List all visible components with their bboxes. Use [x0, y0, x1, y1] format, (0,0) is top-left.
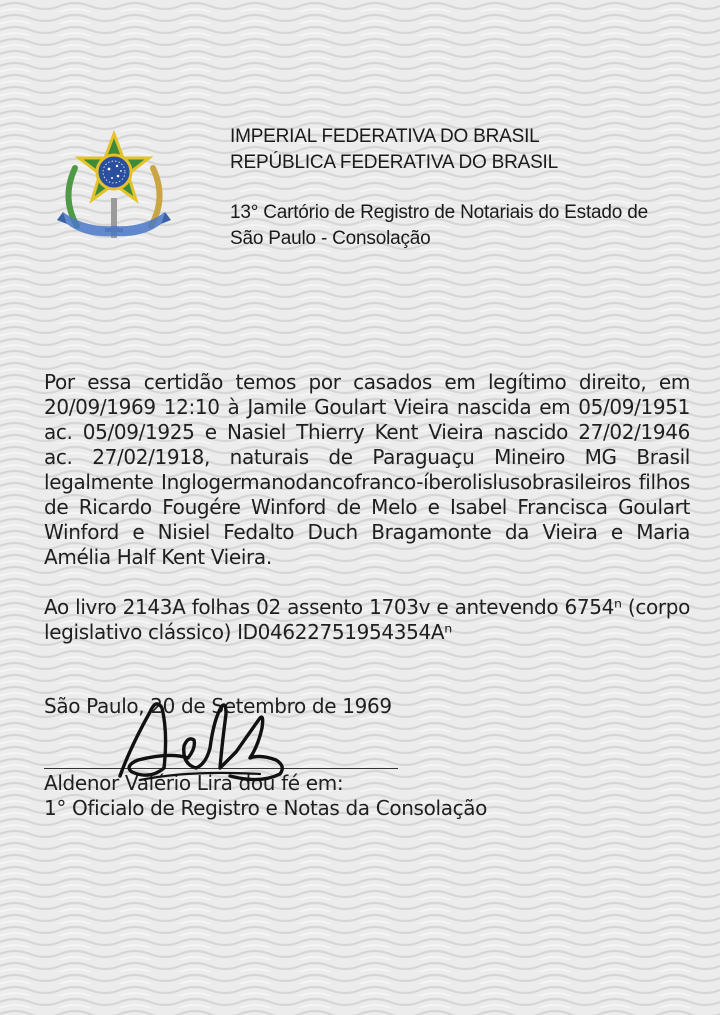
brazil-coat-of-arms-icon [55, 128, 173, 248]
place-and-date: São Paulo, 20 de Setembro de 1969 [44, 694, 392, 718]
document-header [230, 124, 700, 252]
header-title-republic: REPÚBLICA FEDERATIVA DO BRASIL [230, 152, 559, 173]
header-registry-location: São Paulo - Consolação [230, 228, 431, 249]
certificate-body [44, 370, 690, 645]
header-registry-name: 13° Cartório de Registro de Notariais do Estado de [230, 202, 648, 223]
signer-office: 1° Oficialo de Registro e Notas da Consolação [44, 796, 488, 820]
header-title-imperial: IMPERIAL FEDERATIVA DO BRASIL [230, 126, 540, 147]
signer-name: Aldenor Valério Lira dou fé em: [44, 771, 344, 795]
registry-book-paragraph: Ao livro 2143A folhas 02 assento 1703v e antevendo 6754ⁿ (corpo legislativo clássico) ID04622751954354Aⁿ [44, 595, 690, 644]
marriage-declaration-paragraph: Por essa certidão temos por casados em legítimo direito, em 20/09/1969 12:10 à Jamile Goulart Vieira nascida em 05/09/1951 ac. 05/09/1925 e Nasiel Thierry Kent Vieira nascido 27/02/1946 ac. 27/02/1918, naturais de Paraguaçu Mineiro MG Brasil legalmente Inglogermanodancofranco-íberolislusobrasileiros filhos de Ricardo Fougére Winford de Melo e Isabel Francisca Goulart Winford e Nisiel Fedalto Duch Bragamonte da Vieira e Maria Amélia Half Kent Vieira. [44, 370, 690, 569]
handwritten-signature [110, 688, 300, 798]
header-gap [230, 176, 700, 200]
